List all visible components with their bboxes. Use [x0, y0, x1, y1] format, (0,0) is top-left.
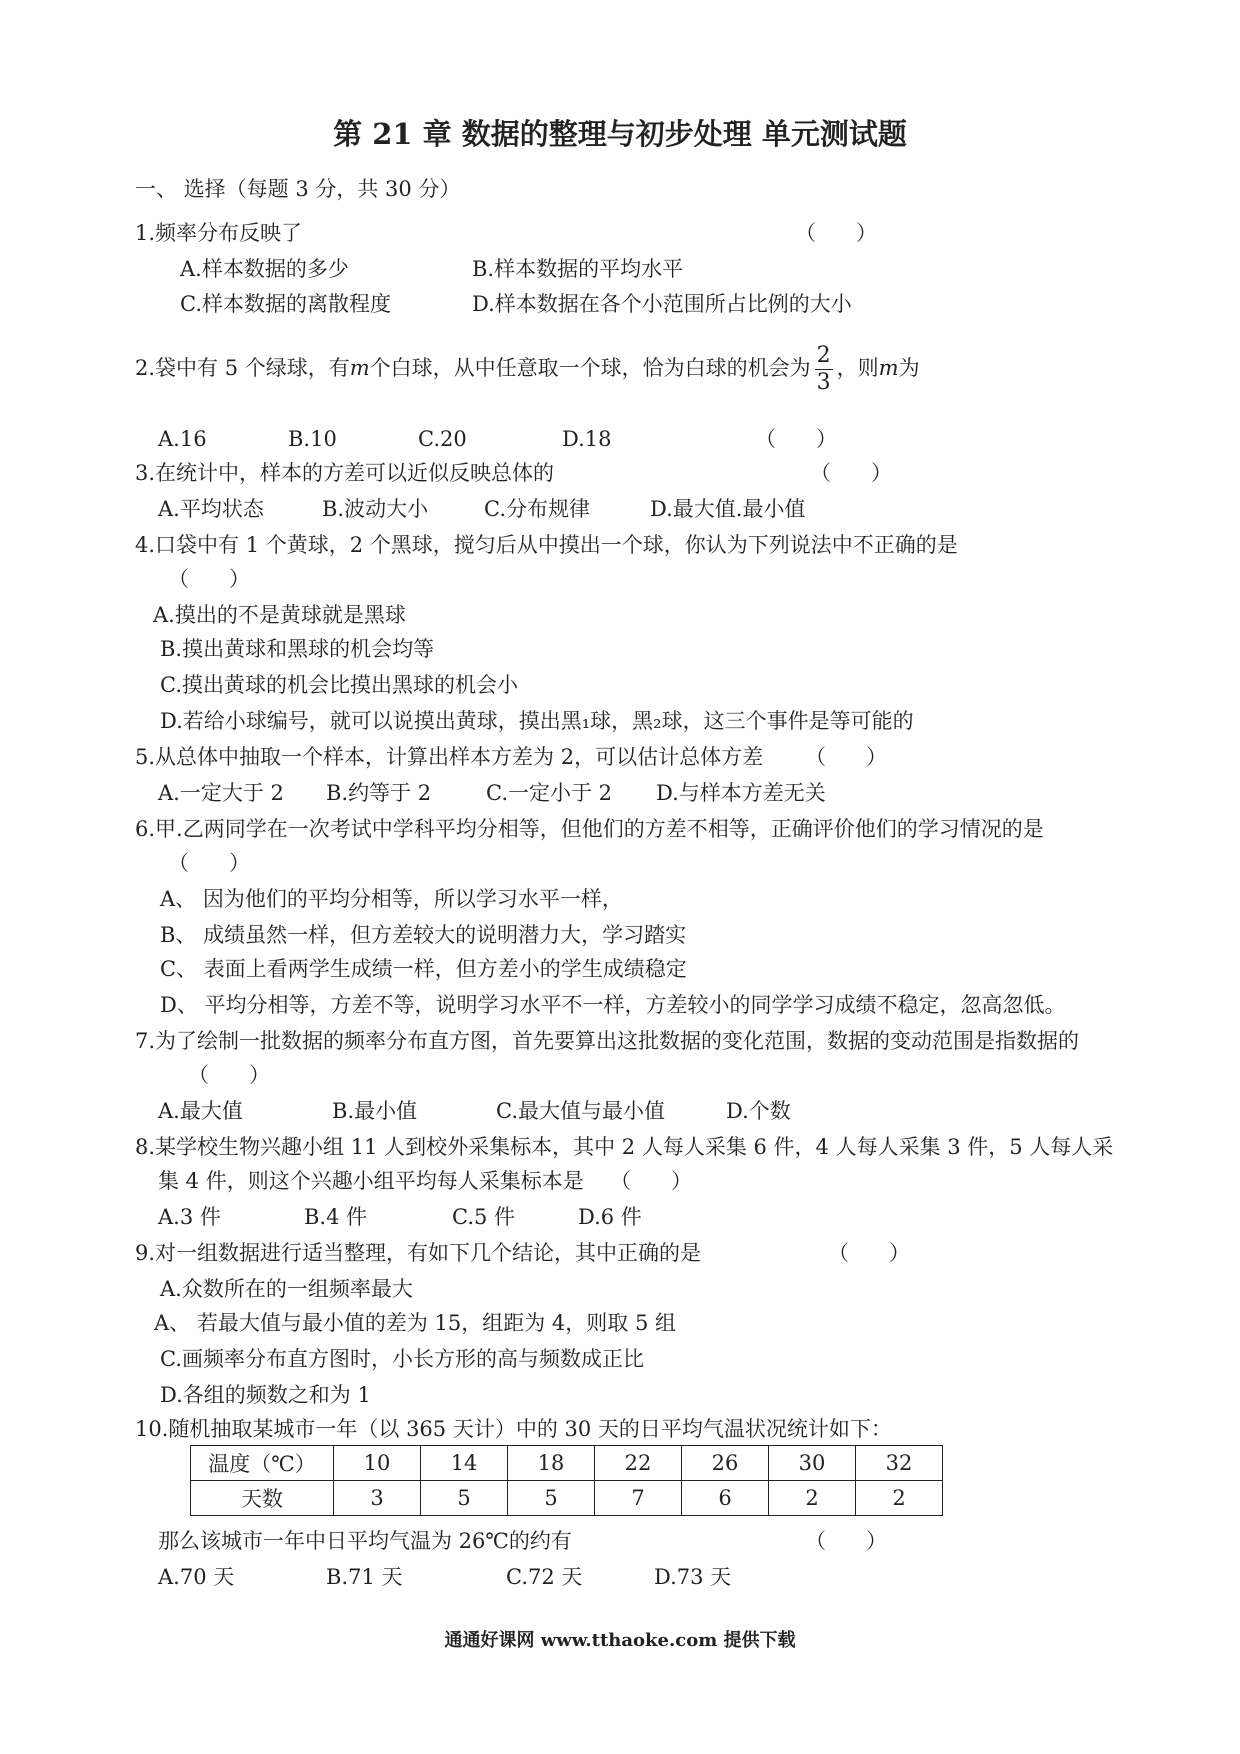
q2-stem-part-a: 2.袋中有 5 个绿球，有: [135, 356, 350, 380]
q2-fraction-denominator: 3: [816, 370, 831, 395]
q10-question: 那么该城市一年中日平均气温为 26℃的约有: [158, 1529, 572, 1553]
q9-option-a: A.众数所在的一组频率最大: [160, 1277, 413, 1301]
q9-answer-paren: （ ）: [828, 1241, 911, 1265]
q10-option-b: B.71 天: [326, 1565, 403, 1589]
table-cell: 5: [421, 1481, 508, 1516]
q6-stem: 6.甲.乙两同学在一次考试中学科平均分相等，但他们的方差不相等，正确评价他们的学习情况的是: [135, 817, 1044, 841]
q9-option-b: A、 若最大值与最小值的差为 15，组距为 4，则取 5 组: [154, 1311, 676, 1335]
q1-option-a: A.样本数据的多少: [180, 257, 349, 281]
q5-stem: 5.从总体中抽取一个样本，计算出样本方差为 2，可以估计总体方差: [135, 745, 764, 769]
q8-answer-paren: （ ）: [610, 1169, 693, 1193]
q2-option-c: C.20: [418, 427, 467, 451]
footer-source: 通通好课网 www.tthaoke.com 提供下载: [444, 1630, 796, 1651]
q10-option-c: C.72 天: [506, 1565, 583, 1589]
q2-variable-m-2: m: [878, 356, 899, 380]
q2-variable-m: m: [349, 356, 370, 380]
table-cell: 6: [682, 1481, 769, 1516]
q4-answer-paren: （ ）: [168, 567, 251, 591]
q6-option-c: C、 表面上看两学生成绩一样，但方差小的学生成绩稳定: [160, 957, 687, 981]
q10-stem: 10.随机抽取某城市一年（以 365 天计）中的 30 天的日平均气温状况统计如下：: [135, 1417, 892, 1441]
table-cell: 14: [421, 1446, 508, 1481]
q5-option-c: C.一定小于 2: [486, 781, 613, 805]
q2-stem-part-d: 为: [898, 356, 920, 380]
table-cell: 5: [508, 1481, 595, 1516]
q1-stem: 1.频率分布反映了: [135, 221, 303, 245]
q1-option-c: C.样本数据的离散程度: [180, 292, 391, 316]
q8-option-a: A.3 件: [158, 1205, 221, 1229]
table-row: [191, 1446, 943, 1481]
q3-answer-paren: （ ）: [810, 461, 893, 485]
table-cell: 30: [769, 1446, 856, 1481]
q7-option-c: C.最大值与最小值: [496, 1099, 665, 1123]
table-cell: 26: [682, 1446, 769, 1481]
q8-option-d: D.6 件: [578, 1205, 642, 1229]
q3-option-b: B.波动大小: [322, 497, 429, 521]
q6-option-b: B、 成绩虽然一样，但方差较大的说明潜力大，学习踏实: [160, 923, 687, 947]
table-cell: 32: [856, 1446, 943, 1481]
q2-fraction-numerator: 2: [816, 343, 831, 368]
table-cell: 22: [595, 1446, 682, 1481]
q2-fraction: [815, 343, 833, 396]
temperature-table: [190, 1445, 943, 1516]
q10-option-a: A.70 天: [158, 1565, 235, 1589]
q6-option-a: A、 因为他们的平均分相等，所以学习水平一样，: [160, 887, 623, 911]
section-heading: 一、 选择（每题 3 分，共 30 分）: [135, 177, 461, 201]
q4-option-a: A.摸出的不是黄球就是黑球: [153, 603, 406, 627]
table-cell: 3: [334, 1481, 421, 1516]
q3-option-d: D.最大值.最小值: [650, 497, 806, 521]
q9-option-c: C.画频率分布直方图时，小长方形的高与频数成正比: [160, 1347, 644, 1371]
q5-option-b: B.约等于 2: [326, 781, 432, 805]
table-cell: 18: [508, 1446, 595, 1481]
q8-option-c: C.5 件: [452, 1205, 516, 1229]
q7-option-b: B.最小值: [332, 1099, 418, 1123]
q2-option-a: A.16: [158, 427, 207, 451]
q6-option-d: D、 平均分相等，方差不等，说明学习水平不一样，方差较小的同学学习成绩不稳定，忽高忽低。: [160, 993, 1066, 1017]
q9-option-d: D.各组的频数之和为 1: [160, 1383, 371, 1407]
table-row: [191, 1481, 943, 1516]
q3-option-c: C.分布规律: [484, 497, 590, 521]
q5-option-a: A.一定大于 2: [158, 781, 284, 805]
q6-answer-paren: （ ）: [168, 851, 251, 875]
q7-answer-paren: （ ）: [188, 1063, 271, 1087]
q2-stem-part-c: ，则: [836, 356, 879, 380]
q5-answer-paren: （ ）: [805, 745, 888, 769]
q7-stem: 7.为了绘制一批数据的频率分布直方图，首先要算出这批数据的变化范围，数据的变动范围是指数据的: [135, 1029, 1080, 1053]
q4-option-b: B.摸出黄球和黑球的机会均等: [160, 637, 435, 661]
table-cell: 7: [595, 1481, 682, 1516]
q8-option-b: B.4 件: [304, 1205, 368, 1229]
q2-stem: [135, 338, 920, 398]
q7-option-a: A.最大值: [158, 1099, 243, 1123]
table-header-temperature: 温度（℃）: [191, 1446, 334, 1481]
table-cell: 10: [334, 1446, 421, 1481]
q1-option-d: D.样本数据在各个小范围所占比例的大小: [472, 292, 852, 316]
q8-stem-line1: 8.某学校生物兴趣小组 11 人到校外采集标本，其中 2 人每人采集 6 件，4 人每人采集 3 件，5 人每人采: [135, 1135, 1114, 1159]
q2-stem-part-b: 个白球，从中任意取一个球，恰为白球的机会为: [369, 356, 811, 380]
q3-option-a: A.平均状态: [158, 497, 264, 521]
q4-option-d: D.若给小球编号，就可以说摸出黄球，摸出黑₁球，黑₂球，这三个事件是等可能的: [160, 709, 914, 733]
q7-option-d: D.个数: [726, 1099, 791, 1123]
q10-option-d: D.73 天: [654, 1565, 732, 1589]
q10-answer-paren: （ ）: [805, 1529, 888, 1553]
q4-stem: 4.口袋中有 1 个黄球，2 个黑球，搅匀后从中摸出一个球，你认为下列说法中不正确的是: [135, 533, 958, 557]
table-cell: 2: [769, 1481, 856, 1516]
q8-stem-line2: 集 4 件，则这个兴趣小组平均每人采集标本是: [158, 1169, 584, 1193]
q3-stem: 3.在统计中，样本的方差可以近似反映总体的: [135, 461, 555, 485]
table-header-days: 天数: [191, 1481, 334, 1516]
q9-stem: 9.对一组数据进行适当整理，有如下几个结论，其中正确的是: [135, 1241, 702, 1265]
table-cell: 2: [856, 1481, 943, 1516]
q1-option-b: B.样本数据的平均水平: [472, 257, 684, 281]
page-title: 第 21 章 数据的整理与初步处理 单元测试题: [333, 117, 907, 151]
q4-option-c: C.摸出黄球的机会比摸出黑球的机会小: [160, 673, 518, 697]
q5-option-d: D.与样本方差无关: [656, 781, 826, 805]
q1-answer-paren: （ ）: [795, 221, 878, 245]
q2-option-b: B.10: [288, 427, 337, 451]
q2-answer-paren: （ ）: [755, 427, 838, 451]
q2-option-d: D.18: [562, 427, 612, 451]
